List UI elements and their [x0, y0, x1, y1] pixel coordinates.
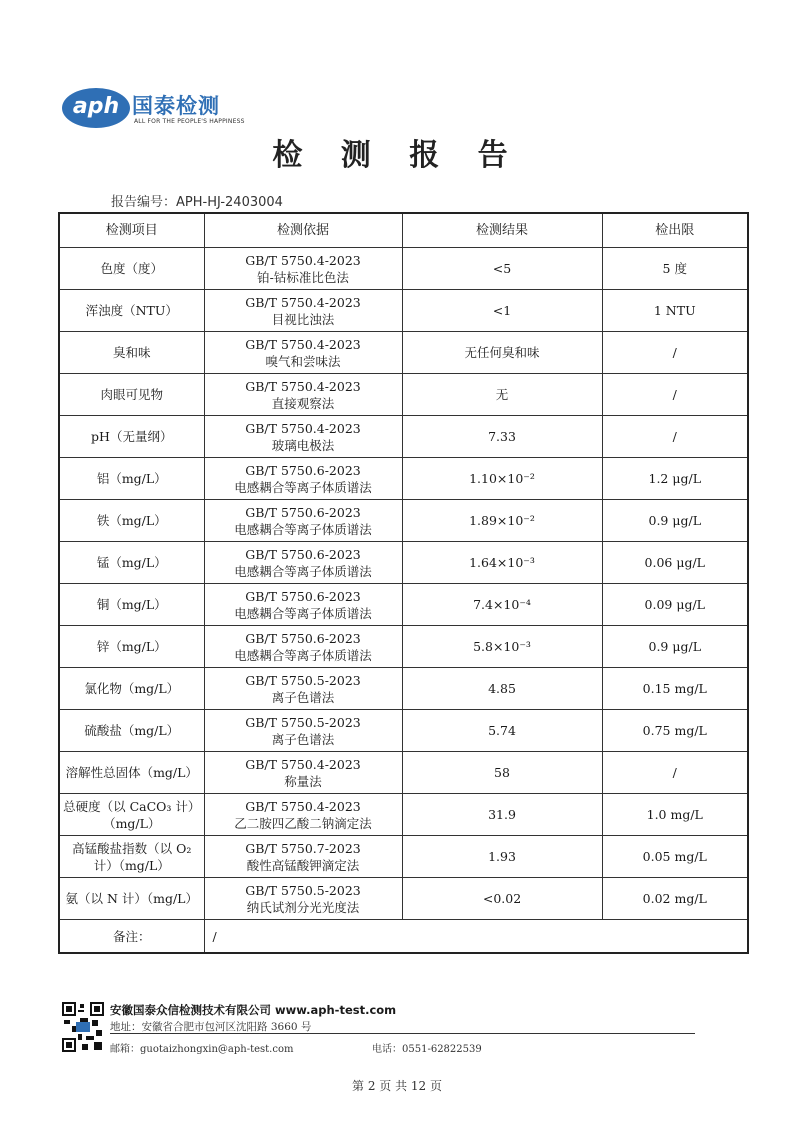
table-row	[59, 500, 748, 542]
footer	[62, 1000, 702, 1060]
cell-limit: /	[602, 416, 748, 458]
cell-method: 纳氏试剂分光光度法	[246, 899, 360, 915]
cell-item: 氨（以 N 计）（mg/L）	[59, 878, 204, 920]
cell-basis	[204, 626, 402, 668]
footer-divider	[110, 1033, 695, 1034]
cell-result: 1.93	[402, 836, 602, 878]
cell-result: 7.33	[402, 416, 602, 458]
cell-method: 目视比浊法	[271, 311, 335, 327]
cell-standard: GB/T 5750.4-2023	[245, 756, 361, 772]
cell-limit: 0.05 mg/L	[602, 836, 748, 878]
cell-item: 浑浊度（NTU）	[59, 290, 204, 332]
cell-item: 锰（mg/L）	[59, 542, 204, 584]
cell-method: 离子色谱法	[271, 731, 335, 747]
header-limit: 检出限	[602, 213, 748, 248]
cell-limit: 5 度	[602, 248, 748, 290]
cell-standard: GB/T 5750.4-2023	[245, 294, 361, 310]
cell-basis	[204, 836, 402, 878]
cell-limit: /	[602, 332, 748, 374]
cell-item: 氯化物（mg/L）	[59, 668, 204, 710]
cell-basis	[204, 878, 402, 920]
cell-method: 电感耦合等离子体质谱法	[234, 647, 372, 663]
cell-limit: 1.2 μg/L	[602, 458, 748, 500]
cell-standard: GB/T 5750.4-2023	[245, 252, 361, 268]
cell-item: 铁（mg/L）	[59, 500, 204, 542]
cell-basis	[204, 500, 402, 542]
cell-standard: GB/T 5750.6-2023	[245, 630, 361, 646]
table-row	[59, 416, 748, 458]
cell-limit: /	[602, 374, 748, 416]
cell-result: 5.8×10⁻³	[402, 626, 602, 668]
cell-result: 无	[402, 374, 602, 416]
footer-company: 安徽国泰众信检测技术有限公司 www.aph-test.com	[110, 1003, 397, 1017]
cell-standard: GB/T 5750.6-2023	[245, 588, 361, 604]
header-basis: 检测依据	[204, 213, 402, 248]
table-row	[59, 794, 748, 836]
cell-limit: 0.02 mg/L	[602, 878, 748, 920]
cell-basis	[204, 752, 402, 794]
cell-limit: 0.9 μg/L	[602, 626, 748, 668]
cell-limit: 0.75 mg/L	[602, 710, 748, 752]
cell-item: 硫酸盐（mg/L）	[59, 710, 204, 752]
remark-value: /	[204, 920, 748, 954]
cell-basis	[204, 416, 402, 458]
cell-standard: GB/T 5750.6-2023	[245, 504, 361, 520]
company-logo	[62, 88, 262, 134]
cell-result: <0.02	[402, 878, 602, 920]
cell-result: 无任何臭和味	[402, 332, 602, 374]
cell-basis	[204, 458, 402, 500]
cell-result: 1.89×10⁻²	[402, 500, 602, 542]
cell-standard: GB/T 5750.6-2023	[245, 546, 361, 562]
cell-method: 离子色谱法	[271, 689, 335, 705]
cell-basis	[204, 668, 402, 710]
table-row	[59, 332, 748, 374]
cell-method: 电感耦合等离子体质谱法	[234, 563, 372, 579]
cell-standard: GB/T 5750.5-2023	[245, 882, 361, 898]
cell-limit: 0.15 mg/L	[602, 668, 748, 710]
cell-item: 铜（mg/L）	[59, 584, 204, 626]
table-row	[59, 542, 748, 584]
cell-result: 1.10×10⁻²	[402, 458, 602, 500]
cell-method: 称量法	[284, 773, 322, 789]
table-row	[59, 836, 748, 878]
cell-item: 色度（度）	[59, 248, 204, 290]
cell-method: 酸性高锰酸钾滴定法	[246, 857, 360, 873]
logo-slogan: ALL FOR THE PEOPLE'S HAPPINESS	[134, 118, 245, 125]
cell-basis	[204, 542, 402, 584]
cell-basis	[204, 374, 402, 416]
table-row	[59, 374, 748, 416]
page-number: 第 2 页 共 12 页	[352, 1079, 442, 1093]
qr-code-icon	[62, 1002, 104, 1052]
cell-limit: 1 NTU	[602, 290, 748, 332]
cell-method: 电感耦合等离子体质谱法	[234, 479, 372, 495]
header-item: 检测项目	[59, 213, 204, 248]
cell-standard: GB/T 5750.5-2023	[245, 672, 361, 688]
table-row	[59, 458, 748, 500]
table-row	[59, 290, 748, 332]
cell-item: 溶解性总固体（mg/L）	[59, 752, 204, 794]
cell-method: 乙二胺四乙酸二钠滴定法	[234, 815, 372, 831]
cell-result: <1	[402, 290, 602, 332]
cell-result: 58	[402, 752, 602, 794]
table-row	[59, 584, 748, 626]
cell-result: 5.74	[402, 710, 602, 752]
table-row	[59, 878, 748, 920]
cell-method: 铂-钴标准比色法	[257, 269, 349, 285]
cell-method: 玻璃电极法	[271, 437, 335, 453]
remark-label: 备注：	[59, 920, 204, 954]
cell-basis	[204, 332, 402, 374]
cell-item: 总硬度（以 CaCO₃ 计）（mg/L）	[59, 794, 204, 836]
cell-limit: 0.06 μg/L	[602, 542, 748, 584]
cell-limit: 1.0 mg/L	[602, 794, 748, 836]
table-header-row	[59, 213, 748, 248]
cell-limit: /	[602, 752, 748, 794]
cell-result: 7.4×10⁻⁴	[402, 584, 602, 626]
table-row	[59, 752, 748, 794]
cell-standard: GB/T 5750.7-2023	[245, 840, 361, 856]
cell-method: 电感耦合等离子体质谱法	[234, 605, 372, 621]
cell-method: 电感耦合等离子体质谱法	[234, 521, 372, 537]
logo-mark: aph	[62, 88, 130, 128]
footer-phone: 电话：0551-62822539	[372, 1044, 482, 1055]
cell-item: 高锰酸盐指数（以 O₂ 计）（mg/L）	[59, 836, 204, 878]
cell-basis	[204, 584, 402, 626]
header-result: 检测结果	[402, 213, 602, 248]
cell-basis	[204, 248, 402, 290]
cell-standard: GB/T 5750.4-2023	[245, 336, 361, 352]
cell-item: 肉眼可见物	[59, 374, 204, 416]
cell-result: 4.85	[402, 668, 602, 710]
cell-standard: GB/T 5750.6-2023	[245, 462, 361, 478]
cell-method: 嗅气和尝味法	[265, 353, 341, 369]
table-row	[59, 248, 748, 290]
cell-standard: GB/T 5750.4-2023	[245, 798, 361, 814]
cell-method: 直接观察法	[271, 395, 335, 411]
cell-standard: GB/T 5750.4-2023	[245, 420, 361, 436]
cell-basis	[204, 794, 402, 836]
cell-item: pH（无量纲）	[59, 416, 204, 458]
cell-item: 锌（mg/L）	[59, 626, 204, 668]
cell-basis	[204, 710, 402, 752]
page-title: 检 测 报 告	[272, 138, 522, 173]
table-row	[59, 668, 748, 710]
cell-result: 1.64×10⁻³	[402, 542, 602, 584]
remark-row	[59, 920, 748, 954]
table-body	[59, 248, 748, 954]
cell-limit: 0.09 μg/L	[602, 584, 748, 626]
cell-result: 31.9	[402, 794, 602, 836]
cell-standard: GB/T 5750.5-2023	[245, 714, 361, 730]
cell-item: 铝（mg/L）	[59, 458, 204, 500]
report-number: 报告编号：APH-HJ-2403004	[111, 195, 283, 210]
footer-email: 邮箱：guotaizhongxin@aph-test.com	[110, 1044, 294, 1055]
table-row	[59, 626, 748, 668]
test-results-table	[58, 212, 749, 954]
cell-basis	[204, 290, 402, 332]
logo-name: 国泰检测	[132, 94, 220, 118]
cell-item: 臭和味	[59, 332, 204, 374]
cell-standard: GB/T 5750.4-2023	[245, 378, 361, 394]
footer-address: 地址：安徽省合肥市包河区沈阳路 3660 号	[110, 1021, 312, 1033]
cell-limit: 0.9 μg/L	[602, 500, 748, 542]
cell-result: <5	[402, 248, 602, 290]
table-row	[59, 710, 748, 752]
